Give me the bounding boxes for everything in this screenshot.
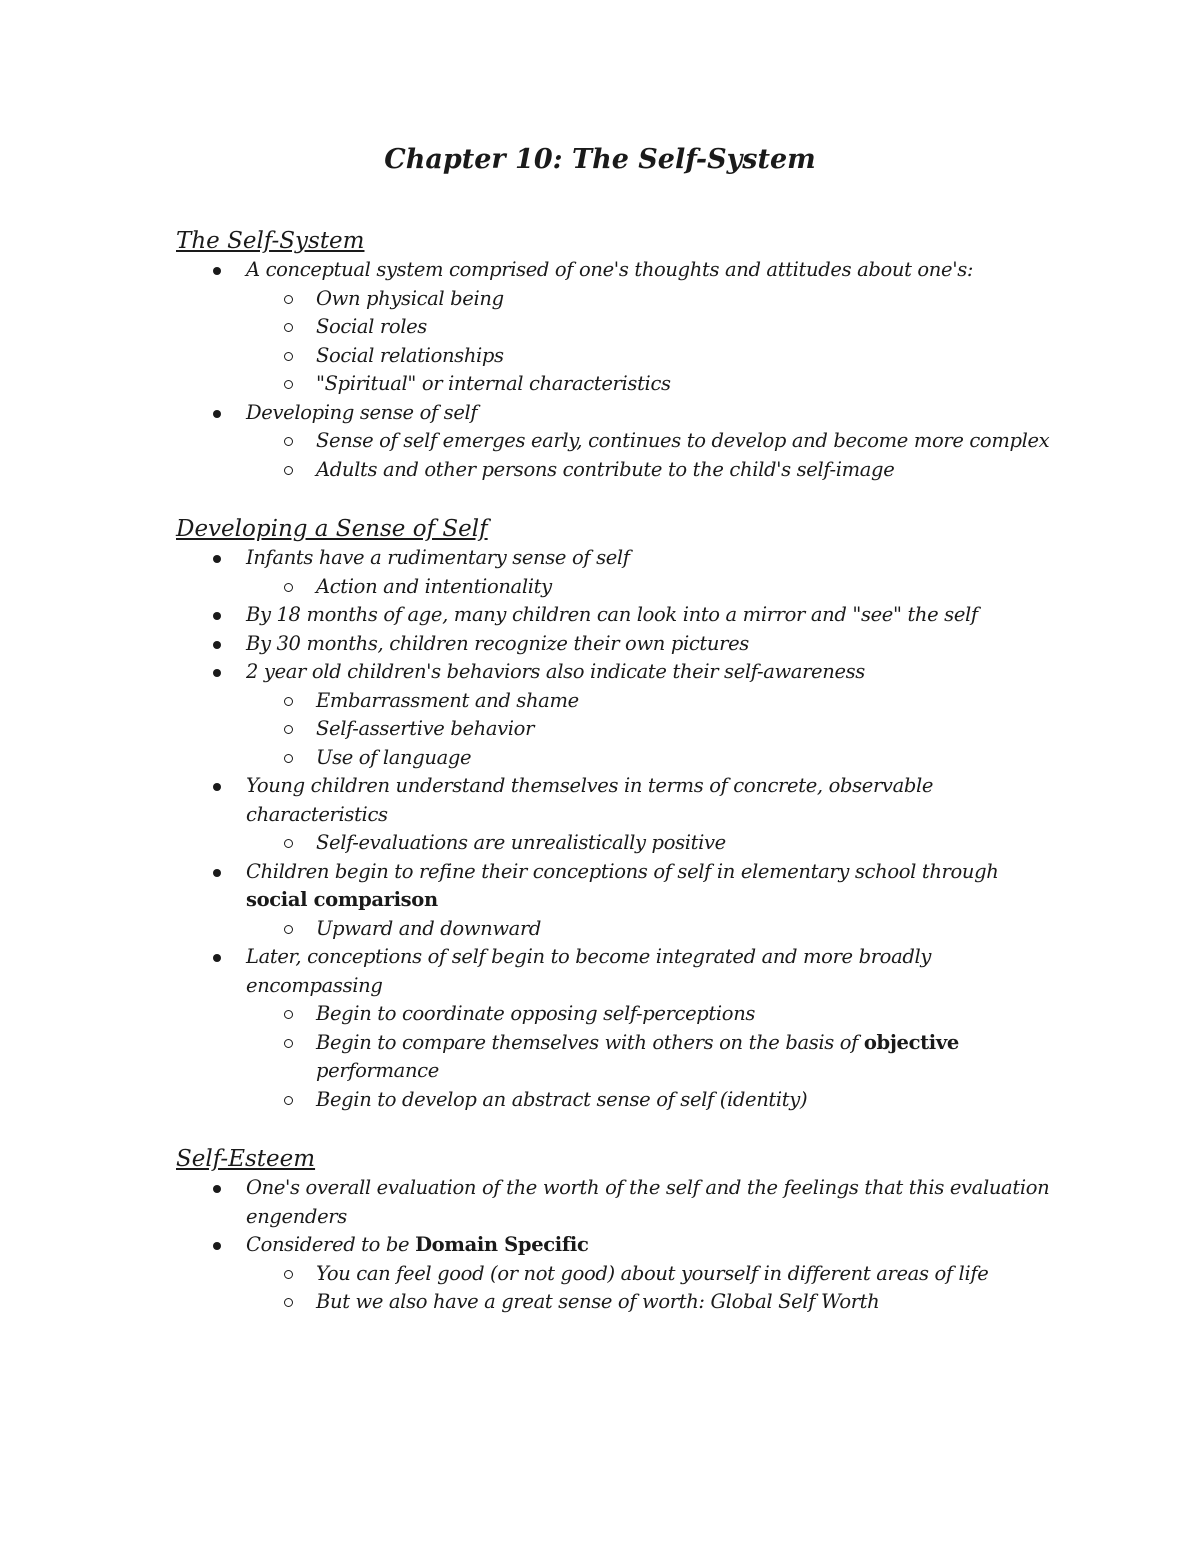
sub-list-item-text: Social roles <box>316 315 427 338</box>
sub-list-item-text: You can feel good (or not good) about yourself in different areas of life <box>316 1261 989 1285</box>
circle-bullet-icon <box>284 583 293 592</box>
circle-bullet-icon <box>284 925 293 934</box>
sub-list-item-text: Self-assertive behavior <box>316 717 535 740</box>
sections-container <box>176 226 1050 1317</box>
circle-bullet-icon <box>284 437 293 446</box>
item-text: By 18 months of age, many children can look into a mirror and "see" the self <box>246 603 978 626</box>
item-text: By 30 months, children recognize their own pictures <box>246 631 749 655</box>
sub-list-item-text <box>316 1029 1050 1086</box>
list-item-text <box>246 399 1050 428</box>
bullet-icon <box>213 555 221 563</box>
item-text-after: performance <box>316 1059 439 1082</box>
list-item-text <box>246 544 1050 573</box>
bullet-icon <box>213 410 221 418</box>
list-item <box>176 630 1050 659</box>
circle-bullet-icon <box>284 295 293 304</box>
circle-bullet-icon <box>284 839 293 848</box>
sub-list-item-text: Adults and other persons contribute to the child's self-image <box>316 457 895 481</box>
sub-list <box>246 285 1050 399</box>
list-item-text <box>246 658 1050 687</box>
item-text: Developing sense of self <box>246 400 478 424</box>
bullet-icon <box>213 267 221 275</box>
circle-bullet-icon <box>284 466 293 475</box>
circle-bullet-icon <box>284 1270 293 1279</box>
list-item-text <box>246 1231 1050 1260</box>
sub-list-item-text: Use of language <box>316 745 472 769</box>
bold-term: objective <box>863 1030 959 1054</box>
list-item <box>176 256 1050 399</box>
section <box>176 514 1050 1114</box>
list-item <box>176 772 1050 858</box>
list-item-text <box>246 601 1050 630</box>
item-text: Infants have a rudimentary sense of self <box>246 546 630 569</box>
page-title: Chapter 10: The Self-System <box>384 144 816 175</box>
sub-list-item-text: Begin to develop an abstract sense of self (identity) <box>316 1087 808 1111</box>
circle-bullet-icon <box>284 380 293 389</box>
sub-list-item <box>246 829 1050 858</box>
sub-list-item <box>246 1086 1050 1115</box>
bullet-icon <box>213 783 221 791</box>
sub-list-item-text: Social relationships <box>316 343 504 367</box>
list-item <box>176 943 1050 1114</box>
list-item <box>176 658 1050 772</box>
sub-list-item-text: Begin to coordinate opposing self-perceptions <box>316 1002 756 1025</box>
list-item <box>176 1174 1050 1231</box>
sub-list <box>246 1000 1050 1114</box>
list-item-text <box>246 630 1050 659</box>
list-item <box>176 544 1050 601</box>
list-item-text <box>246 772 1050 829</box>
circle-bullet-icon <box>284 725 293 734</box>
bullet-icon <box>213 1242 221 1250</box>
circle-bullet-icon <box>284 1039 293 1048</box>
item-text: Young children understand themselves in terms of concrete, observable characteristics <box>246 774 934 826</box>
item-text: Considered to be <box>246 1233 416 1256</box>
bullet-icon <box>213 641 221 649</box>
section-heading: The Self-System <box>176 228 365 254</box>
sub-list-item-text: Sense of self emerges early, continues to develop and become more complex <box>316 429 1050 452</box>
sub-list-item-text: Own physical being <box>316 286 504 310</box>
sub-list-item-text: But we also have a great sense of worth: Global Self Worth <box>316 1290 880 1313</box>
sub-list-item <box>246 1288 1050 1317</box>
sub-list-item-text: Upward and downward <box>316 916 542 940</box>
sub-list-item <box>246 285 1050 314</box>
list-item-text <box>246 1174 1050 1231</box>
sub-list <box>246 427 1050 484</box>
list-item <box>176 858 1050 944</box>
sub-list-item-text: Embarrassment and shame <box>316 688 579 712</box>
sub-list <box>246 687 1050 773</box>
bullet-list <box>176 1174 1050 1317</box>
sub-list <box>246 1260 1050 1317</box>
circle-bullet-icon <box>284 1096 293 1105</box>
list-item <box>176 399 1050 485</box>
sub-list-item <box>246 313 1050 342</box>
sub-list-item <box>246 573 1050 602</box>
sub-list-item-text: "Spiritual" or internal characteristics <box>316 372 671 395</box>
sub-list <box>246 915 1050 944</box>
list-item-text <box>246 943 1050 1000</box>
circle-bullet-icon <box>284 1298 293 1307</box>
bullet-icon <box>213 869 221 877</box>
bullet-icon <box>213 954 221 962</box>
bold-term: social comparison <box>246 888 438 911</box>
sub-list-item <box>246 342 1050 371</box>
circle-bullet-icon <box>284 323 293 332</box>
sub-list-item <box>246 1260 1050 1289</box>
bullet-list <box>176 256 1050 484</box>
section <box>176 226 1050 484</box>
sub-list-item <box>246 370 1050 399</box>
section <box>176 1144 1050 1317</box>
list-item <box>176 601 1050 630</box>
sub-list-item <box>246 687 1050 716</box>
bullet-icon <box>213 669 221 677</box>
bullet-icon <box>213 612 221 620</box>
sub-list-item-text: Action and intentionality <box>316 574 552 598</box>
sub-list-item-text: Self-evaluations are unrealistically positive <box>316 831 726 854</box>
bullet-icon <box>213 1185 221 1193</box>
list-item-text <box>246 858 1050 915</box>
item-text: A conceptual system comprised of one's thoughts and attitudes about one's: <box>246 258 974 281</box>
item-text: One's overall evaluation of the worth of the self and the feelings that this evaluation engenders <box>246 1176 1050 1228</box>
section-heading: Developing a Sense of Self <box>176 516 488 542</box>
circle-bullet-icon <box>284 1010 293 1019</box>
circle-bullet-icon <box>284 352 293 361</box>
circle-bullet-icon <box>284 754 293 763</box>
item-text: Later, conceptions of self begin to become integrated and more broadly encompassing <box>246 945 932 997</box>
item-text: 2 year old children's behaviors also indicate their self-awareness <box>246 660 865 683</box>
sub-list-item <box>246 1000 1050 1029</box>
item-text: Begin to compare themselves with others on the basis of <box>316 1030 864 1054</box>
sub-list-item <box>246 915 1050 944</box>
sub-list-item <box>246 715 1050 744</box>
bold-term: Domain Specific <box>415 1233 589 1256</box>
item-text: Children begin to refine their conceptions of self in elementary school through <box>246 859 999 883</box>
sub-list <box>246 573 1050 602</box>
section-heading: Self-Esteem <box>176 1146 316 1172</box>
bullet-list <box>176 544 1050 1114</box>
sub-list-item <box>246 744 1050 773</box>
sub-list-item <box>246 1029 1050 1086</box>
sub-list-item <box>246 456 1050 485</box>
list-item-text <box>246 256 1050 285</box>
sub-list-item <box>246 427 1050 456</box>
list-item <box>176 1231 1050 1317</box>
circle-bullet-icon <box>284 697 293 706</box>
sub-list <box>246 829 1050 858</box>
